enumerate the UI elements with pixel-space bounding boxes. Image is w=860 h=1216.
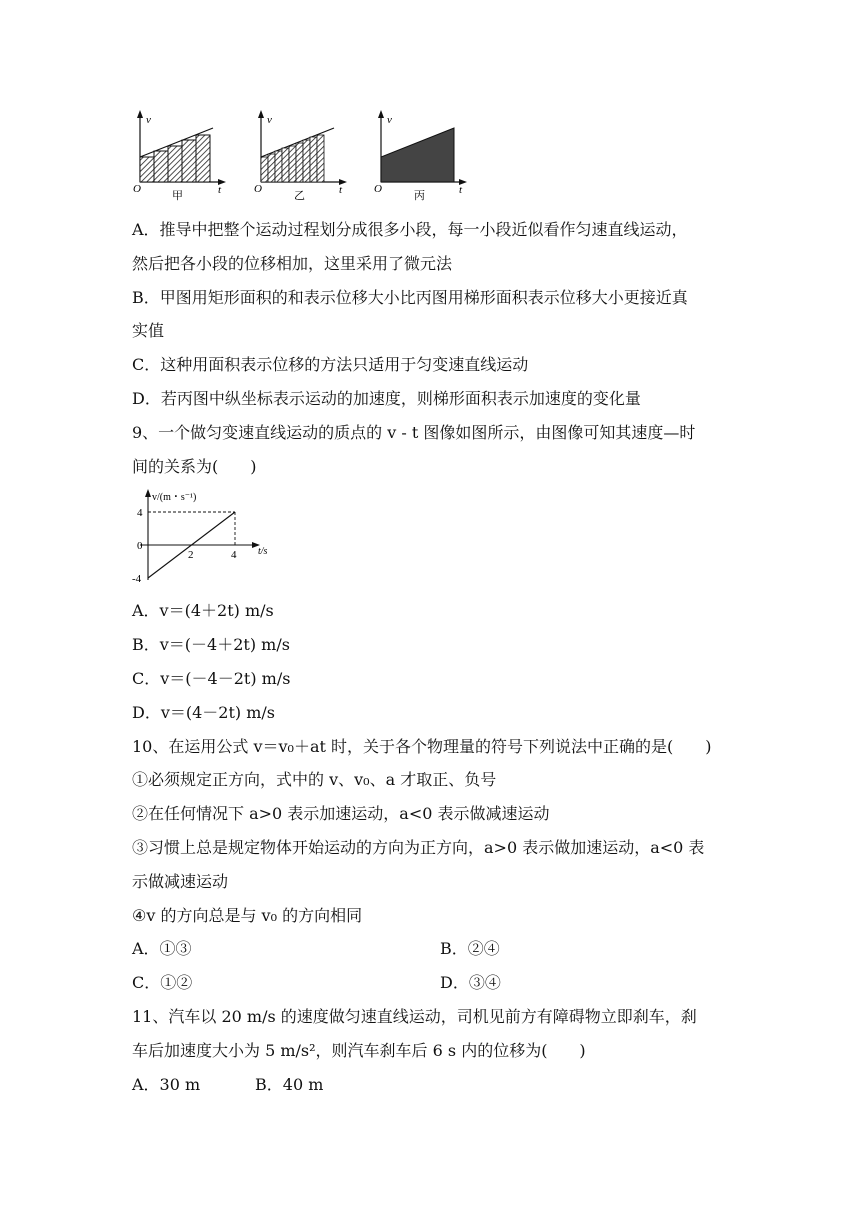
q10-statement-3-line1: ③习惯上总是规定物体开始运动的方向为正方向，a>0 表示做加速运动，a<0 表 bbox=[132, 838, 705, 857]
q10-option-b: B．②④ bbox=[440, 939, 500, 958]
axis-v-label: v bbox=[146, 114, 151, 126]
graph-xlabel: t/s bbox=[258, 546, 268, 557]
figure-bing bbox=[374, 110, 467, 202]
origin-label: O bbox=[254, 183, 262, 195]
figure-jia bbox=[133, 110, 226, 202]
figure-yi bbox=[254, 110, 347, 202]
q10-stem: 10、在运用公式 v＝v₀＋at 时，关于各个物理量的符号下列说法中正确的是( ) bbox=[132, 737, 712, 756]
q8-option-c: C．这种用面积表示位移的方法只适用于匀变速直线运动 bbox=[132, 355, 529, 374]
graph-xtick-2: 2 bbox=[188, 549, 194, 561]
q11-stem-line1: 11、汽车以 20 m/s 的速度做匀速直线运动，司机见前方有障碍物立即刹车，刹 bbox=[132, 1007, 697, 1026]
q9-option-a: A．v＝(4＋2t) m/s bbox=[132, 601, 274, 620]
q10-option-d: D．③④ bbox=[440, 973, 501, 992]
q10-statement-3-line2: 示做减速运动 bbox=[132, 872, 229, 891]
q10-statement-1: ①必须规定正方向，式中的 v、v₀、a 才取正、负号 bbox=[132, 770, 497, 789]
origin-label: O bbox=[133, 183, 141, 195]
figure-label-yi: 乙 bbox=[294, 190, 305, 202]
graph-ytick-0: 0 bbox=[137, 540, 143, 552]
q11-option-b: B．40 m bbox=[255, 1075, 324, 1094]
graph-ytick-neg4: -4 bbox=[132, 573, 142, 585]
figure-label-bing: 丙 bbox=[414, 190, 425, 202]
q8-option-d: D．若丙图中纵坐标表示运动的加速度，则梯形面积表示加速度的变化量 bbox=[132, 389, 641, 408]
q9-stem-line1: 9、一个做匀变速直线运动的质点的 v - t 图像如图所示，由图像可知其速度—时 bbox=[132, 423, 696, 442]
q8-option-b-line2: 实值 bbox=[132, 321, 165, 340]
axis-v-label: v bbox=[267, 114, 272, 126]
q10-option-c: C．①② bbox=[132, 973, 193, 992]
axis-t-label: t bbox=[459, 184, 463, 196]
q9-option-c: C．v＝(－4－2t) m/s bbox=[132, 669, 291, 688]
q10-option-a: A．①③ bbox=[132, 939, 192, 958]
q9-vt-graph bbox=[0, 485, 860, 585]
figure-label-jia: 甲 bbox=[172, 190, 183, 202]
axis-v-label: v bbox=[387, 114, 392, 126]
graph-ylabel: v/(m・s⁻¹) bbox=[152, 492, 197, 503]
graph-ytick-4: 4 bbox=[137, 507, 143, 519]
q9-stem-line2: 间的关系为( ) bbox=[132, 457, 257, 476]
axis-t-label: t bbox=[339, 184, 343, 196]
q10-statement-4: ④v 的方向总是与 v₀ 的方向相同 bbox=[132, 906, 363, 925]
q10-statement-2: ②在任何情况下 a>0 表示加速运动，a<0 表示做减速运动 bbox=[132, 804, 550, 823]
graph-xtick-4: 4 bbox=[231, 549, 237, 561]
q9-option-d: D．v＝(4－2t) m/s bbox=[132, 703, 276, 722]
q11-stem-line2: 车后加速度大小为 5 m/s²，则汽车刹车后 6 s 内的位移为( ) bbox=[132, 1041, 586, 1060]
q11-option-a: A．30 m bbox=[132, 1075, 201, 1094]
q8-option-b-line1: B．甲图用矩形面积的和表示位移大小比丙图用梯形面积表示位移大小更接近真 bbox=[132, 288, 688, 307]
q8-option-a-line1: A．推导中把整个运动过程划分成很多小段，每一小段近似看作匀速直线运动， bbox=[132, 220, 688, 239]
axis-t-label: t bbox=[218, 184, 222, 196]
q9-option-b: B．v＝(－4＋2t) m/s bbox=[132, 635, 290, 654]
origin-label: O bbox=[374, 183, 382, 195]
q8-option-a-line2: 然后把各小段的位移相加，这里采用了微元法 bbox=[132, 254, 453, 273]
top-figures bbox=[0, 0, 860, 210]
